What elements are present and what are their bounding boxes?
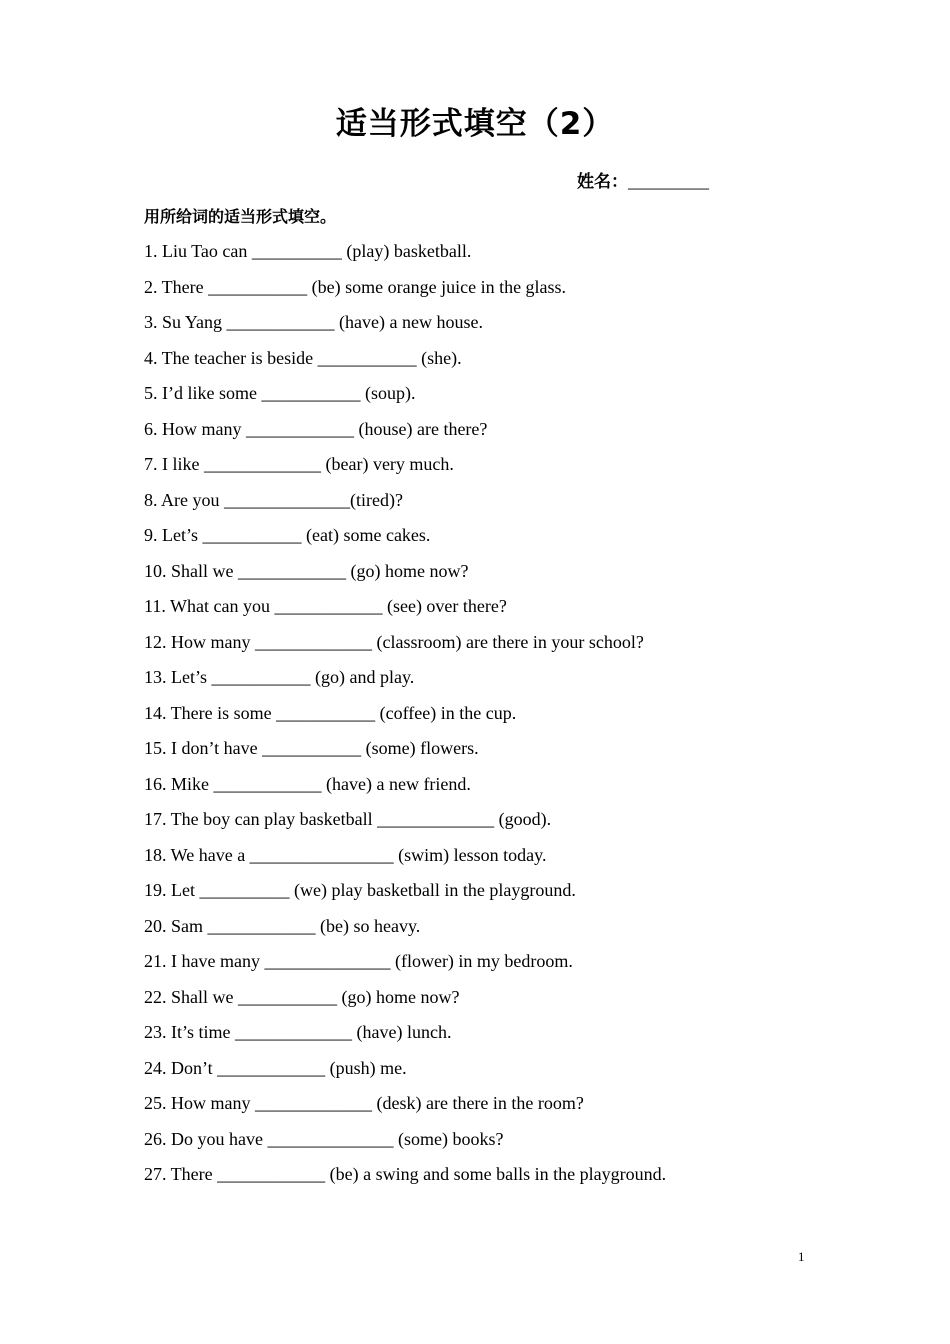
- exercise-item: 3. Su Yang ____________ (have) a new house.: [144, 312, 483, 332]
- exercise-item: 11. What can you ____________ (see) over there?: [144, 596, 507, 616]
- exercise-item: 22. Shall we ___________ (go) home now?: [144, 986, 460, 1007]
- exercise-item: 1. Liu Tao can __________ (play) basketball.: [144, 241, 472, 261]
- exercise-item: 21. I have many ______________ (flower) in my bedroom.: [144, 951, 573, 971]
- exercise-item: 9. Let’s ___________ (eat) some cakes.: [144, 525, 431, 545]
- exercise-item: 19. Let __________ (we) play basketball in the playground.: [144, 880, 576, 900]
- exercise-item: 15. I don’t have ___________ (some) flowers.: [144, 738, 479, 758]
- exercise-item: 24. Don’t ____________ (push) me.: [144, 1057, 407, 1078]
- page-title: 适当形式填空（2）: [335, 106, 615, 142]
- exercise-item: 5. I’d like some ___________ (soup).: [144, 383, 416, 403]
- exercise-item: 10. Shall we ____________ (go) home now?: [144, 560, 469, 581]
- name-label: 姓名：: [577, 172, 628, 192]
- exercise-item: 7. I like _____________ (bear) very much.: [144, 454, 454, 474]
- exercise-item: 12. How many _____________ (classroom) are there in your school?: [144, 631, 644, 652]
- exercise-item: 18. We have a ________________ (swim) lesson today.: [144, 844, 547, 865]
- exercise-item: 13. Let’s ___________ (go) and play.: [144, 667, 415, 687]
- exercise-item: 14. There is some ___________ (coffee) in the cup.: [144, 702, 517, 723]
- exercise-item: 17. The boy can play basketball _____________ (good).: [144, 809, 552, 829]
- exercise-item: 23. It’s time _____________ (have) lunch.: [144, 1022, 452, 1042]
- page-number: 1: [798, 1249, 805, 1264]
- exercise-item: 4. The teacher is beside ___________ (she).: [144, 347, 462, 368]
- exercise-item: 6. How many ____________ (house) are there?: [144, 418, 488, 439]
- exercise-item: 20. Sam ____________ (be) so heavy.: [144, 915, 421, 936]
- name-field: [577, 168, 709, 195]
- exercise-list: [144, 237, 864, 1196]
- exercise-item: 16. Mike ____________ (have) a new friend.: [144, 773, 471, 794]
- exercise-item: 25. How many _____________ (desk) are there in the room?: [144, 1093, 584, 1113]
- exercise-item: 8. Are you ______________(tired)?: [144, 489, 403, 510]
- instruction-text: 用所给词的适当形式填空。: [144, 207, 337, 226]
- exercise-item: 26. Do you have ______________ (some) books?: [144, 1128, 504, 1149]
- name-blank: _________: [628, 171, 709, 191]
- exercise-item: 2. There ___________ (be) some orange juice in the glass.: [144, 276, 567, 297]
- exercise-item: 27. There ____________ (be) a swing and some balls in the playground.: [144, 1164, 667, 1184]
